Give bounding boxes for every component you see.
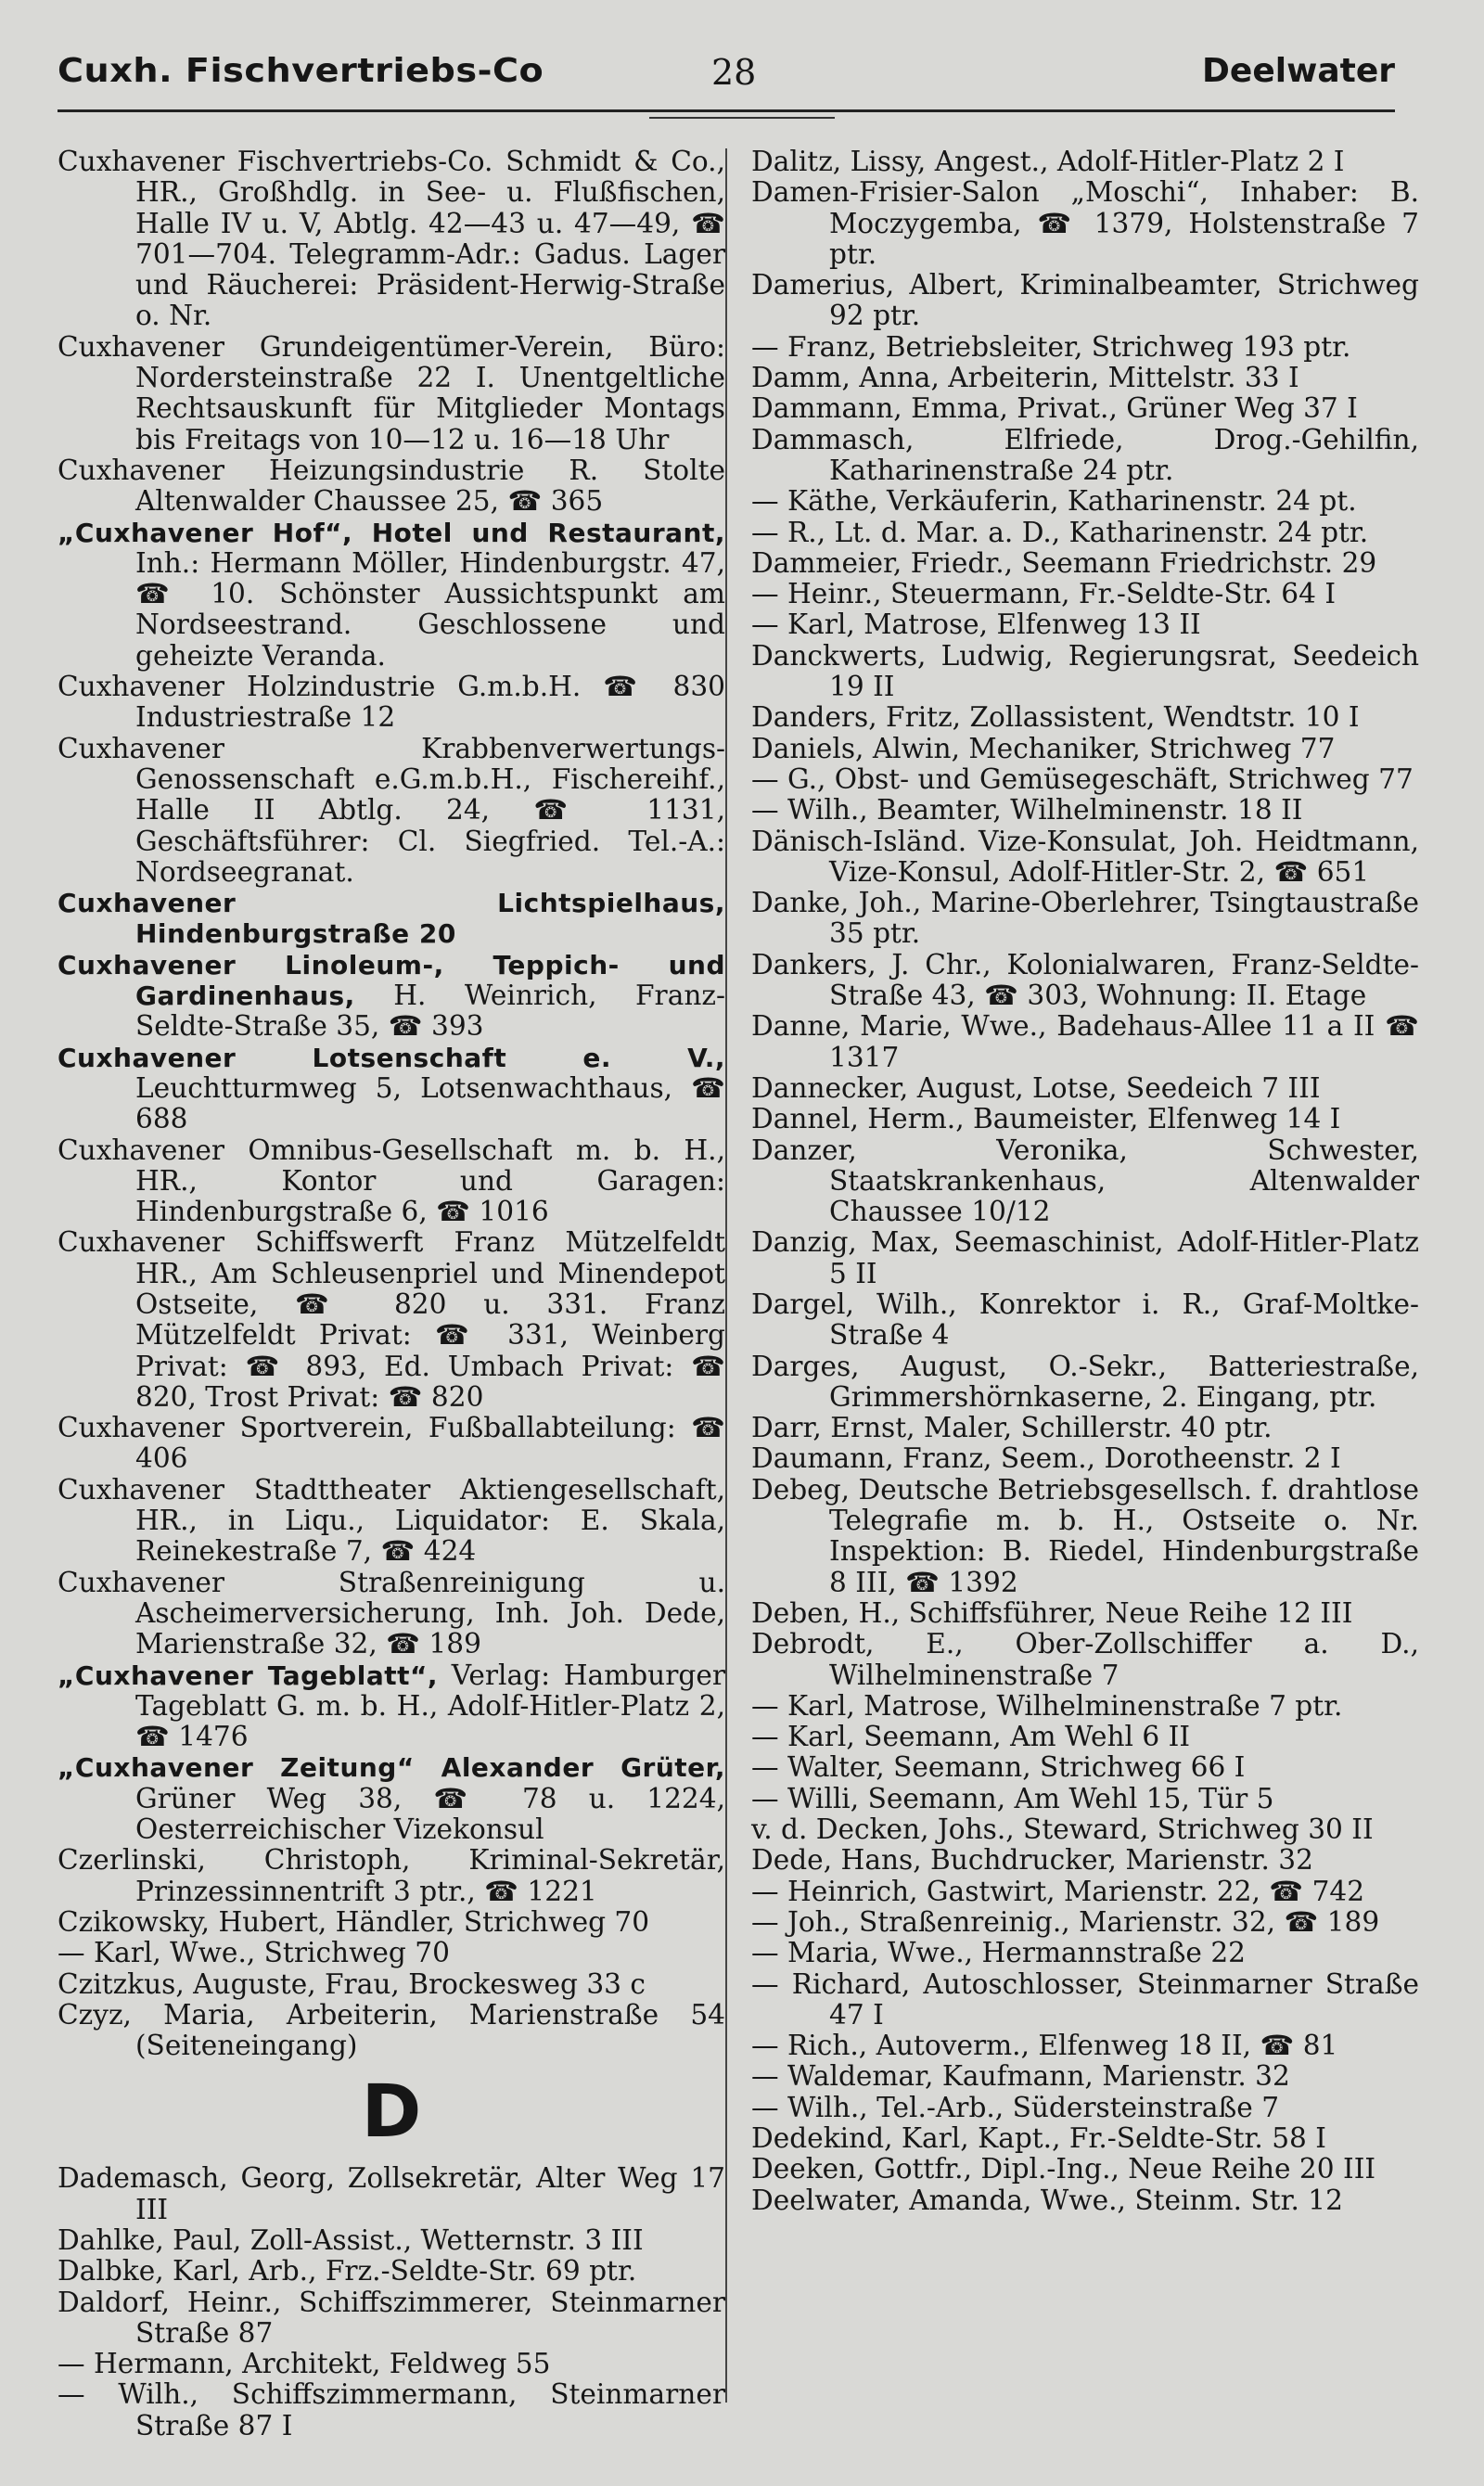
directory-entry bbox=[751, 1073, 1419, 1104]
directory-entry bbox=[751, 2154, 1419, 2185]
directory-entry bbox=[751, 486, 1419, 517]
directory-entry bbox=[58, 1413, 725, 1475]
directory-entry bbox=[751, 1907, 1419, 1938]
left-column bbox=[58, 147, 725, 2441]
entry-text: Dargel, Wilh., Konrektor i. R., Graf-Moltke-Straße 4 bbox=[751, 1288, 1419, 1352]
entry-text: Cuxhavener Krabbenverwertungs-Genossenschaft e.G.m.b.H., Fischereihf., Halle II Abtlg. 24, ☎ 1131, Geschäftsführer: Cl. Siegfried. Tel.-A.: Nordseegranat. bbox=[58, 732, 725, 888]
entry-bold-name: „Cuxhavener Hof“, Hotel und Restaurant, bbox=[58, 517, 725, 548]
directory-entry bbox=[751, 2061, 1419, 2092]
entry-text: — G., Obst- und Gemüsegeschäft, Strichweg 77 bbox=[751, 762, 1414, 795]
entry-text: Daniels, Alwin, Mechaniker, Strichweg 77 bbox=[751, 732, 1336, 764]
directory-entry bbox=[751, 1475, 1419, 1598]
entry-text: Dalbke, Karl, Arb., Frz.-Seldte-Str. 69 ptr. bbox=[58, 2255, 637, 2287]
entry-text: — Franz, Betriebsleiter, Strichweg 193 ptr. bbox=[751, 330, 1351, 363]
directory-entry bbox=[751, 1814, 1419, 1845]
directory-entry bbox=[751, 764, 1419, 795]
entry-text: Deeken, Gottfr., Dipl.-Ing., Neue Reihe 20 III bbox=[751, 2153, 1376, 2185]
directory-entry bbox=[751, 393, 1419, 424]
directory-entry bbox=[58, 672, 725, 734]
entry-text: Czitzkus, Auguste, Frau, Brockesweg 33 c bbox=[58, 1967, 646, 2000]
directory-entry bbox=[58, 1752, 725, 1845]
entry-text: Dammeier, Friedr., Seemann Friedrichstr. 29 bbox=[751, 546, 1377, 579]
entry-text: — Wilh., Tel.-Arb., Südersteinstraße 7 bbox=[751, 2091, 1280, 2123]
directory-entry bbox=[751, 1938, 1419, 1968]
directory-entry bbox=[751, 1352, 1419, 1414]
directory-entry bbox=[751, 734, 1419, 764]
directory-entry bbox=[58, 1568, 725, 1660]
entry-text: — Willi, Seemann, Am Wehl 15, Tür 5 bbox=[751, 1782, 1274, 1814]
entry-text: Deelwater, Amanda, Wwe., Steinm. Str. 12 bbox=[751, 2184, 1343, 2216]
directory-entry bbox=[58, 1660, 725, 1753]
entry-bold-name: „Cuxhavener Tageblatt“, bbox=[58, 1659, 439, 1691]
header-rule-short bbox=[649, 117, 835, 119]
entry-text: — Heinrich, Gastwirt, Marienstr. 22, ☎ 742 bbox=[751, 1875, 1365, 1907]
entry-text: — Walter, Seemann, Strichweg 66 I bbox=[751, 1751, 1246, 1784]
entry-text: Czikowsky, Hubert, Händler, Strichweg 70 bbox=[58, 1905, 650, 1938]
directory-entry bbox=[751, 1969, 1419, 2031]
directory-entry bbox=[751, 1289, 1419, 1352]
directory-entry bbox=[58, 950, 725, 1043]
entry-text: Cuxhavener Grundeigentümer-Verein, Büro: Nordersteinstraße 22 I. Unentgeltliche Rechtsauskunft für Mitglieder Montags bis Freitags von 10—12 u. 16—18 Uhr bbox=[58, 330, 725, 455]
directory-entry bbox=[58, 1845, 725, 1907]
directory-entry bbox=[58, 888, 725, 950]
entry-text: — Karl, Matrose, Elfenweg 13 II bbox=[751, 609, 1201, 641]
entry-text: — Hermann, Architekt, Feldweg 55 bbox=[58, 2348, 551, 2380]
directory-entry bbox=[58, 2163, 725, 2225]
entry-text: Damerius, Albert, Kriminalbeamter, Strichweg 92 ptr. bbox=[751, 269, 1419, 332]
directory-entry bbox=[58, 455, 725, 518]
entry-text: Grüner Weg 38, ☎ 78 u. 1224, Oesterreichischer Vizekonsul bbox=[135, 1782, 725, 1846]
entry-text: Cuxhavener Schiffswerft Franz Mützelfeldt HR., Am Schleusenpriel und Minendepot Ostseite, ☎ 820 u. 331. Franz Mützelfeldt Privat: ☎ 331, Weinberg Privat: ☎ 893, Ed. Umbach Privat: ☎ 820, Trost Privat: ☎ 820 bbox=[58, 1226, 725, 1413]
entry-text: Danke, Joh., Marine-Oberlehrer, Tsingtaustraße 35 ptr. bbox=[751, 887, 1419, 950]
directory-entry bbox=[751, 270, 1419, 332]
directory-entry bbox=[751, 1135, 1419, 1228]
directory-entry bbox=[751, 2031, 1419, 2061]
entry-text: Dedekind, Karl, Kapt., Fr.-Seldte-Str. 58 I bbox=[751, 2122, 1326, 2154]
entry-text: v. d. Decken, Johs., Steward, Strichweg 30 II bbox=[751, 1813, 1374, 1846]
directory-entry bbox=[751, 1845, 1419, 1876]
entry-text: Cuxhavener Sportverein, Fußballabteilung: ☎ 406 bbox=[58, 1412, 725, 1475]
entry-text: Dammann, Emma, Privat., Grüner Weg 37 I bbox=[751, 392, 1358, 425]
directory-entry bbox=[751, 2093, 1419, 2123]
header-rule bbox=[58, 109, 1395, 112]
directory-entry bbox=[751, 641, 1419, 703]
directory-entry bbox=[58, 2256, 725, 2287]
entry-text: — Richard, Autoschlosser, Steinmarner Straße 47 I bbox=[751, 1967, 1419, 2031]
directory-entry bbox=[58, 1475, 725, 1568]
directory-entry bbox=[751, 1011, 1419, 1073]
entry-bold-name: Cuxhavener Lichtspielhaus, Hindenburgstraße 20 bbox=[58, 888, 725, 950]
entry-text: — R., Lt. d. Mar. a. D., Katharinenstr. 24 ptr. bbox=[751, 516, 1369, 548]
directory-entry bbox=[751, 1413, 1419, 1443]
entry-text: Cuxhavener Straßenreinigung u. Ascheimerversicherung, Inh. Joh. Dede, Marienstraße 32, ☎ 189 bbox=[58, 1566, 725, 1660]
directory-entry bbox=[751, 1752, 1419, 1783]
entry-text: Czerlinski, Christoph, Kriminal-Sekretär, Prinzessinnentrift 3 ptr., ☎ 1221 bbox=[58, 1844, 725, 1907]
entry-text: — Joh., Straßenreinig., Marienstr. 32, ☎ 189 bbox=[751, 1905, 1380, 1938]
directory-entry bbox=[751, 147, 1419, 177]
entry-text: Damm, Anna, Arbeiterin, Mittelstr. 33 I bbox=[751, 362, 1299, 394]
entry-text: Dammasch, Elfriede, Drog.-Gehilfin, Katharinenstraße 24 ptr. bbox=[751, 423, 1419, 486]
entry-text: Danzig, Max, Seemaschinist, Adolf-Hitler-Platz 5 II bbox=[751, 1226, 1419, 1289]
entry-text: Dannecker, August, Lotse, Seedeich 7 III bbox=[751, 1071, 1321, 1104]
entry-text: Cuxhavener Omnibus-Gesellschaft m. b. H., HR., Kontor und Garagen: Hindenburgstraße 6, ☎ 1016 bbox=[58, 1134, 725, 1228]
entry-text: — Heinr., Steuermann, Fr.-Seldte-Str. 64 I bbox=[751, 578, 1337, 610]
directory-entry bbox=[58, 2379, 725, 2441]
directory-entry bbox=[751, 177, 1419, 270]
entry-text: Inh.: Hermann Möller, Hindenburgstr. 47, ☎ 10. Schönster Aussichtspunkt am Nordseestrand. Geschlossene und geheizte Veranda. bbox=[135, 546, 725, 672]
entry-text: Dademasch, Georg, Zollsekretär, Alter Weg 17 III bbox=[58, 2162, 725, 2225]
entry-text: — Maria, Wwe., Hermannstraße 22 bbox=[751, 1937, 1247, 1969]
directory-entry bbox=[751, 425, 1419, 487]
entry-text: Cuxhavener Fischvertriebs-Co. Schmidt & Co., HR., Großhdlg. in See- u. Flußfischen, Halle IV u. V, Abtlg. 42—43 u. 47—49, ☎ 701—704. Telegramm-Adr.: Gadus. Lager und Räucherei: Präsident-Herwig-Straße o. Nr. bbox=[58, 146, 725, 332]
entry-text: Danders, Fritz, Zollassistent, Wendtstr. 10 I bbox=[751, 701, 1360, 734]
directory-entry bbox=[751, 1722, 1419, 1752]
directory-entry bbox=[751, 518, 1419, 548]
entry-text: — Karl, Matrose, Wilhelminenstraße 7 ptr. bbox=[751, 1689, 1343, 1722]
directory-entry bbox=[58, 2000, 725, 2062]
entry-bold-name: „Cuxhavener Zeitung“ Alexander Grüter, bbox=[58, 1752, 725, 1784]
directory-entry bbox=[751, 950, 1419, 1012]
entry-text: Danzer, Veronika, Schwester, Staatskrankenhaus, Altenwalder Chaussee 10/12 bbox=[751, 1134, 1419, 1228]
directory-entry bbox=[58, 2287, 725, 2350]
directory-entry bbox=[751, 579, 1419, 609]
directory-entry bbox=[751, 1598, 1419, 1629]
entry-text: Darr, Ernst, Maler, Schillerstr. 40 ptr. bbox=[751, 1412, 1273, 1444]
entry-text: — Wilh., Beamter, Wilhelminenstr. 18 II bbox=[751, 794, 1303, 827]
directory-entry bbox=[751, 1629, 1419, 1691]
section-letter: D bbox=[361, 2070, 422, 2155]
directory-entry bbox=[751, 888, 1419, 950]
entry-text: Danne, Marie, Wwe., Badehaus-Allee 11 a II ☎ 1317 bbox=[751, 1010, 1419, 1073]
entry-text: Debrodt, E., Ober-Zollschiffer a. D., Wilhelminenstraße 7 bbox=[751, 1628, 1419, 1691]
directory-entry bbox=[751, 2185, 1419, 2216]
entry-text: Cuxhavener Stadttheater Aktiengesellschaft, HR., in Liqu., Liquidator: E. Skala, Reinekestraße 7, ☎ 424 bbox=[58, 1473, 725, 1568]
entry-text: — Rich., Autoverm., Elfenweg 18 II, ☎ 81 bbox=[751, 2030, 1338, 2062]
entry-text: Dannel, Herm., Baumeister, Elfenweg 14 I bbox=[751, 1103, 1341, 1135]
directory-entry bbox=[751, 1877, 1419, 1907]
entry-text: Danckwerts, Ludwig, Regierungsrat, Seedeich 19 II bbox=[751, 639, 1419, 703]
header-left: Cuxh. Fischvertriebs-Co bbox=[58, 52, 544, 90]
page-header bbox=[58, 45, 1395, 109]
entry-text: Verlag: Hamburger Tageblatt G. m. b. H., Adolf-Hitler-Platz 2, ☎ 1476 bbox=[135, 1659, 725, 1753]
entry-text: — Käthe, Verkäuferin, Katharinenstr. 24 pt. bbox=[751, 485, 1357, 518]
directory-entry bbox=[751, 1443, 1419, 1474]
directory-entry bbox=[58, 1227, 725, 1413]
directory-entry bbox=[58, 518, 725, 672]
column-divider bbox=[725, 148, 727, 2403]
directory-entry bbox=[751, 609, 1419, 640]
right-column bbox=[751, 147, 1419, 2216]
entry-text: — Karl, Wwe., Strichweg 70 bbox=[58, 1937, 450, 1969]
entry-text: Czyz, Maria, Arbeiterin, Marienstraße 54 (Seiteneingang) bbox=[58, 1998, 725, 2062]
entry-text: Dede, Hans, Buchdrucker, Marienstr. 32 bbox=[751, 1844, 1313, 1877]
entry-text: Leuchtturmweg 5, Lotsenwachthaus, ☎ 688 bbox=[135, 1071, 725, 1135]
directory-entry bbox=[751, 1691, 1419, 1722]
directory-entry bbox=[58, 147, 725, 332]
directory-entry bbox=[58, 2349, 725, 2379]
directory-entry bbox=[751, 2123, 1419, 2154]
entry-text: Debeg, Deutsche Betriebsgesellsch. f. drahtlose Telegrafie m. b. H., Ostseite o. Nr. Inspektion: B. Riedel, Hindenburgstraße 8 III, ☎ 1392 bbox=[751, 1473, 1419, 1598]
entry-text: — Waldemar, Kaufmann, Marienstr. 32 bbox=[751, 2060, 1290, 2093]
entry-text: Dänisch-Isländ. Vize-Konsulat, Joh. Heidtmann, Vize-Konsul, Adolf-Hitler-Str. 2, ☎ 651 bbox=[751, 825, 1419, 888]
directory-entry bbox=[58, 2225, 725, 2256]
header-right: Deelwater bbox=[1202, 52, 1395, 90]
entry-text: Deben, H., Schiffsführer, Neue Reihe 12 III bbox=[751, 1596, 1353, 1629]
directory-entry bbox=[58, 1135, 725, 1228]
directory-entry bbox=[58, 734, 725, 888]
entry-text: Daumann, Franz, Seem., Dorotheenstr. 2 I bbox=[751, 1442, 1341, 1475]
entry-text: Cuxhavener Holzindustrie G.m.b.H. ☎ 830 Industriestraße 12 bbox=[58, 671, 725, 734]
entry-text: Dalitz, Lissy, Angest., Adolf-Hitler-Platz 2 I bbox=[751, 146, 1345, 177]
entry-bold-name: Cuxhavener Lotsenschaft e. V., bbox=[58, 1042, 725, 1073]
directory-entry bbox=[751, 1227, 1419, 1289]
entry-text: Damen-Frisier-Salon „Moschi“, Inhaber: B. Moczygemba, ☎ 1379, Holstenstraße 7 ptr. bbox=[751, 176, 1419, 270]
entry-text: Cuxhavener Heizungsindustrie R. Stolte Altenwalder Chaussee 25, ☎ 365 bbox=[58, 454, 725, 518]
directory-entry bbox=[58, 1969, 725, 2000]
directory-entry bbox=[751, 795, 1419, 826]
directory-entry bbox=[58, 332, 725, 455]
entry-bold-name: Cuxhavener Linoleum-, Teppich- und Gardinenhaus, bbox=[58, 949, 725, 1012]
directory-entry bbox=[751, 827, 1419, 889]
entry-text: — Wilh., Schiffszimmermann, Steinmarner Straße 87 I bbox=[58, 2378, 725, 2441]
directory-entry bbox=[751, 548, 1419, 579]
entry-text: Dahlke, Paul, Zoll-Assist., Wetternstr. 3 III bbox=[58, 2224, 644, 2256]
entry-text: — Karl, Seemann, Am Wehl 6 II bbox=[751, 1721, 1191, 1753]
page-number: 28 bbox=[711, 52, 757, 93]
directory-entry bbox=[751, 702, 1419, 733]
directory-entry bbox=[58, 1907, 725, 1938]
entry-text: H. Weinrich, Franz-Seldte-Straße 35, ☎ 393 bbox=[135, 980, 725, 1043]
directory-entry bbox=[751, 363, 1419, 393]
directory-entry bbox=[751, 1784, 1419, 1814]
directory-entry bbox=[58, 1938, 725, 1968]
directory-entry bbox=[58, 1043, 725, 1135]
directory-entry bbox=[751, 332, 1419, 363]
entry-text: Darges, August, O.-Sekr., Batteriestraße, Grimmershörnkaserne, 2. Eingang, ptr. bbox=[751, 1350, 1419, 1413]
entry-text: Daldorf, Heinr., Schiffszimmerer, Steinmarner Straße 87 bbox=[58, 2286, 725, 2349]
directory-entry bbox=[751, 1104, 1419, 1134]
entry-text: Dankers, J. Chr., Kolonialwaren, Franz-Seldte-Straße 43, ☎ 303, Wohnung: II. Etage bbox=[751, 948, 1419, 1012]
